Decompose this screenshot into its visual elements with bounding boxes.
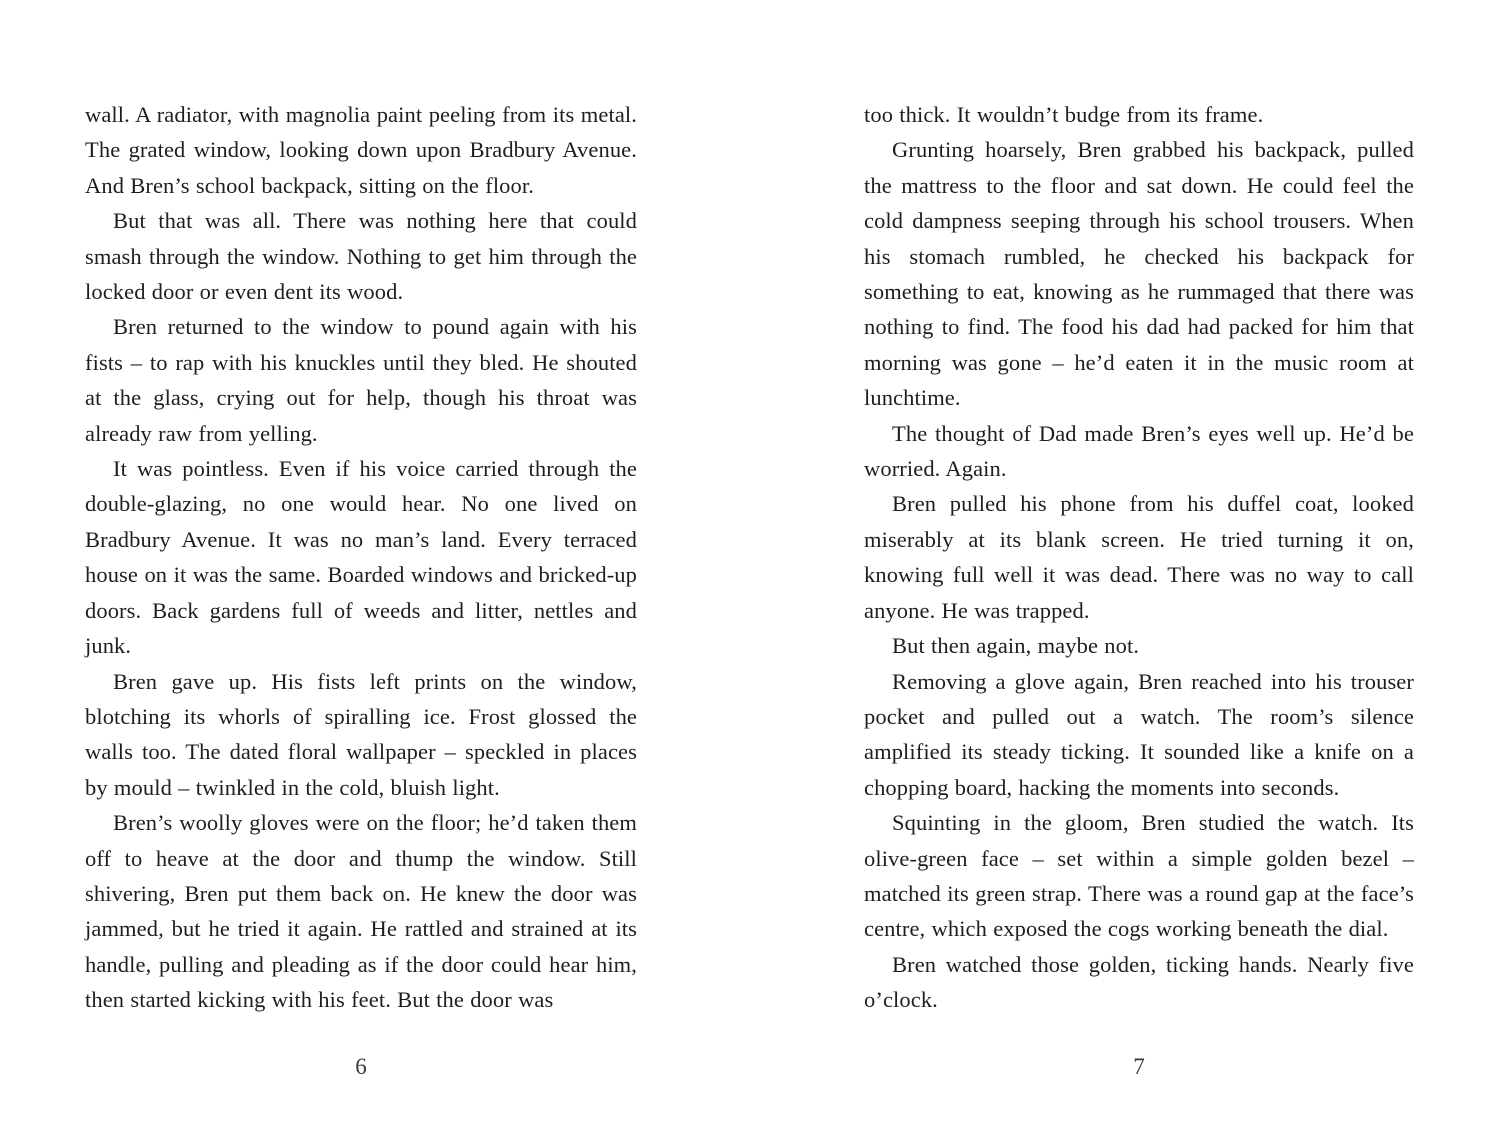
body-paragraph: It was pointless. Even if his voice carried through the double-glazing, no one would hear. No one lived on Bradbury Avenue. It was no man’s land. Every terraced house on it was the same. Boarded windows and bricked-up doors. Back gardens full of weeds and litter, nettles and junk.: [85, 456, 637, 659]
body-paragraph: Bren pulled his phone from his duffel coat, looked miserably at its blank screen. He tried turning it on, knowing full well it was dead. There was no way to call anyone. He was trapped.: [864, 491, 1414, 623]
body-paragraph: wall. A radiator, with magnolia paint peeling from its metal. The grated window, looking down upon Bradbury Avenue. And Bren’s school backpack, sitting on the floor.: [85, 102, 637, 198]
body-paragraph: Squinting in the gloom, Bren studied the watch. Its olive-green face – set within a simple golden bezel – matched its green strap. There was a round gap at the face’s centre, which exposed the cogs working beneath the dial.: [864, 810, 1414, 942]
page-number-right: 7: [1133, 1054, 1145, 1079]
body-paragraph: Bren watched those golden, ticking hands. Nearly five o’clock.: [864, 951, 1414, 1013]
body-paragraph: Grunting hoarsely, Bren grabbed his backpack, pulled the mattress to the floor and sat down. He could feel the cold dampness seeping through his school trousers. When his stomach rumbled, he checked his backpack for something to eat, knowing as he rummaged that there was nothing to find. The food his dad had packed for him that morning was gone – he’d eaten it in the music room at lunchtime.: [864, 137, 1414, 411]
body-paragraph: Bren’s woolly gloves were on the floor; he’d taken them off to heave at the door and thump the window. Still shivering, Bren put them back on. He knew the door was jammed, but he tried it again. He rattled and strained at its handle, pulling and pleading as if the door could hear him, then started kicking with his feet. But the door was: [85, 810, 637, 1013]
body-paragraph: Bren returned to the window to pound again with his fists – to rap with his knuckles until they bled. He shouted at the glass, crying out for help, though his throat was already raw from yelling.: [85, 314, 637, 446]
body-paragraph: The thought of Dad made Bren’s eyes well up. He’d be worried. Again.: [864, 420, 1414, 482]
body-paragraph: Bren gave up. His fists left prints on the window, blotching its whorls of spiralling ice. Frost glossed the walls too. The dated floral wallpaper – speckled in places by mould – twinkled in the cold, bluish light.: [85, 668, 637, 800]
left-page: [85, 97, 637, 1018]
page-number-left: 6: [355, 1054, 367, 1079]
body-paragraph: But that was all. There was nothing here that could smash through the window. Nothing to get him through the locked door or even dent its wood.: [85, 208, 637, 305]
body-paragraph: too thick. It wouldn’t budge from its frame.: [864, 102, 1264, 127]
right-page: [864, 97, 1414, 1018]
body-paragraph: Removing a glove again, Bren reached into his trouser pocket and pulled out a watch. The room’s silence amplified its steady ticking. It sounded like a knife on a chopping board, hacking the moments into seconds.: [864, 668, 1414, 800]
body-paragraph: But then again, maybe not.: [892, 633, 1140, 659]
